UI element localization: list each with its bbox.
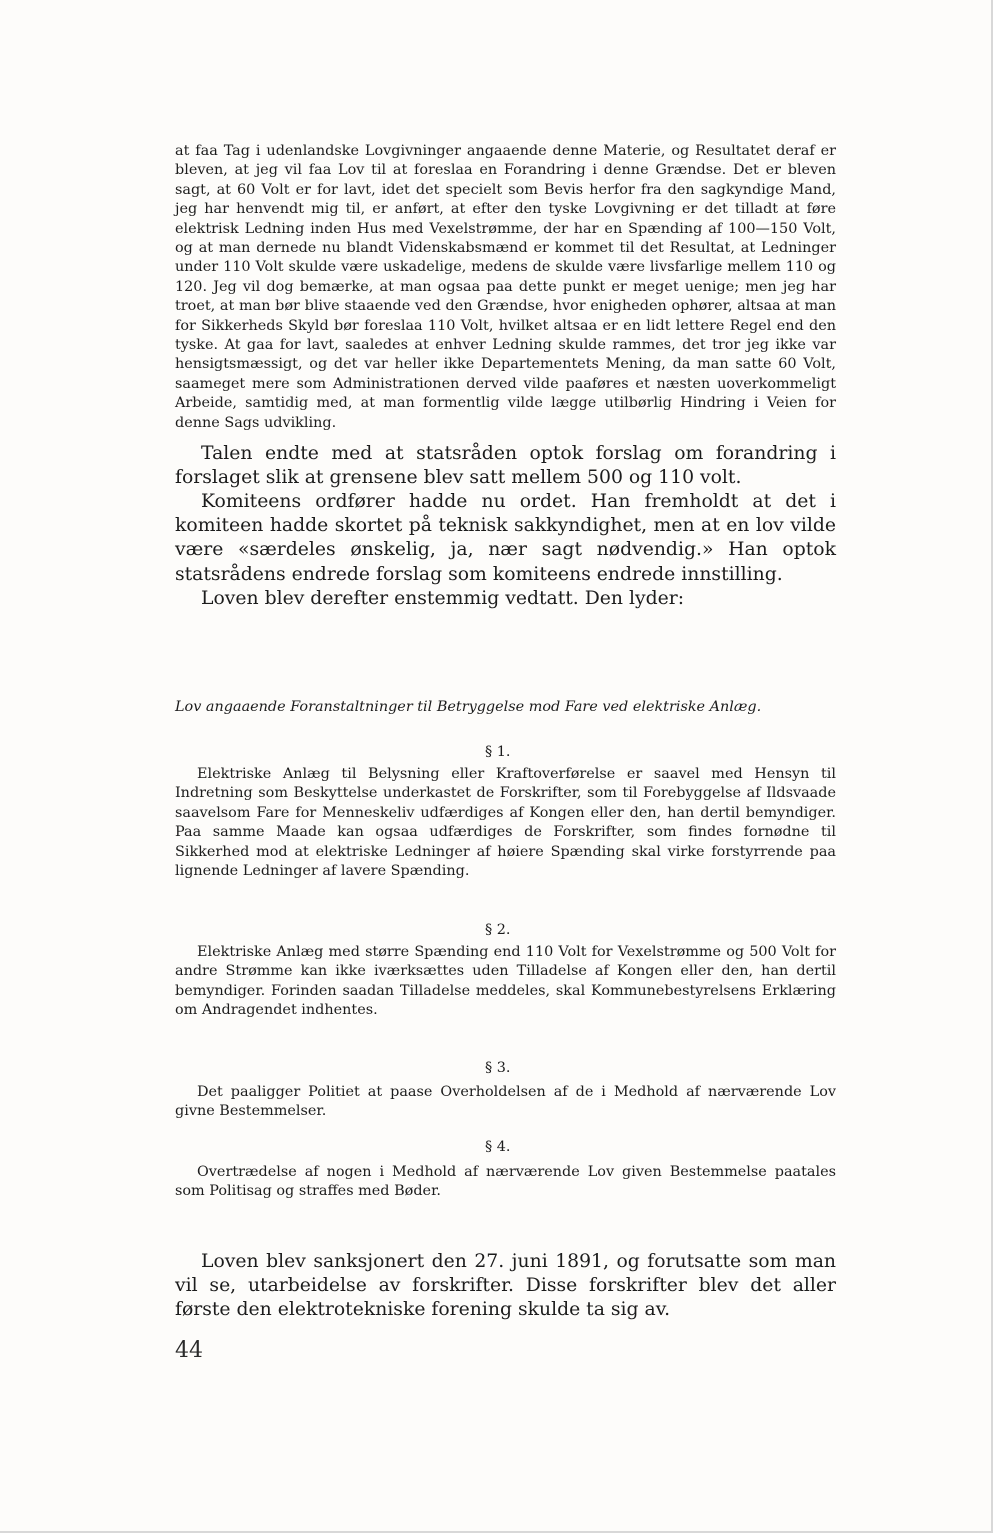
body-paragraph-2: Komiteens ordfører hadde nu ordet. Han fremholdt at det i komiteen hadde skortet på teknisk sakkyndighet, men at en lov vilde være «særdeles ønskelig, ja, nær sagt nødvendig.» Han optok statsrådens endrede forslag som komiteens endrede innstilling. xyxy=(175,491,836,585)
page-number: 44 xyxy=(175,1338,203,1363)
section-mark-3: § 3. xyxy=(485,1060,511,1076)
section-text-1: Elektriske Anlæg til Belysning eller Kraftoverførelse er saavel med Hensyn til Indretning som Beskyttelse underkastet de Forskrifter, som til Forebyggelse af Ildsvaade saavelsom Fare for Menneskeliv udfærdiges af Kongen eller den, han dertil bemyndiger. Paa samme Maade kan ogsaa udfærdiges de Forskrifter, som findes fornødne til Sikkerhed mod at elektriske Ledninger af høiere Spænding skal virke forstyrrende paa lignende Ledninger af lavere Spænding. xyxy=(175,766,836,880)
section-text-4: Overtrædelse af nogen i Medhold af nærværende Lov given Bestemmelse paatales som Politisag og straffes med Bøder. xyxy=(175,1164,836,1200)
quoted-speech-paragraph: at faa Tag i udenlandske Lovgivninger angaaende denne Materie, og Resultatet deraf er bleven, at jeg vil faa Lov til at foreslaa en Forandring i denne Grændse. Det er bleven sagt, at 60 Volt er for lavt, idet det specielt som Bevis herfor fra den sagkyndige Mand, jeg har henvendt mig til, er anført, at efter den tyske Lovgivning er det tilladt at føre elektrisk Ledning inden Hus med Vexelstrømme, der har en Spænding af 100—150 Volt, og at man dernede nu blandt Videnskabsmænd er kommet til det Resultat, at Ledninger under 110 Volt skulde være uskadelige, medens de skulde være livsfarlige mellem 110 og 120. Jeg vil dog bemærke, at man ogsaa paa dette punkt er meget uenige; men jeg har troet, at man bør blive staaende ved den Grændse, hvor enigheden ophører, altsaa at man for Sikkerheds Skyld bør foreslaa 110 Volt, hvilket altsaa er en lidt lettere Regel end den tyske. At gaa for lavt, saaledes at enhver Ledning skulde rammes, det tror jeg ikke var hensigtsmæssigt, og det var heller ikke Departementets Mening, da man satte 60 Volt, saameget mere som Administrationen derved vilde paaføres et næsten uoverkommeligt Arbeide, samtidig med, at man formentlig vilde lægge utilbørlig Hindring i Veien for denne Sags udvikling. xyxy=(175,143,836,431)
section-text-2: Elektriske Anlæg med større Spænding end 110 Volt for Vexelstrømme og 500 Volt for andre Strømme kan ikke iværksættes uden Tilladelse af Kongen eller den, han dertil bemyndiger. Forinden saadan Tilladelse meddeles, skal Kommunebestyrelsens Erklæring om Andragendet indhentes. xyxy=(175,944,836,1019)
section-mark-4: § 4. xyxy=(485,1139,511,1155)
section-mark-2: § 2. xyxy=(485,922,511,938)
page-content xyxy=(175,142,836,611)
body-paragraph-1: Talen endte med at statsråden optok forslag om forandring i forslaget slik at grensene blev satt mellem 500 og 110 volt. xyxy=(175,443,836,489)
body-paragraph-3: Loven blev derefter enstemmig vedtatt. Den lyder: xyxy=(201,587,685,609)
section-mark-1: § 1. xyxy=(485,744,511,760)
section-text-3: Det paaligger Politiet at paase Overholdelsen af de i Medhold af nærværende Lov givne Bestemmelser. xyxy=(175,1084,836,1120)
law-title: Lov angaaende Foranstaltninger til Betryggelse mod Fare ved elektriske Anlæg. xyxy=(175,699,762,715)
closing-paragraph: Loven blev sanksjonert den 27. juni 1891, og forutsatte som man vil se, utarbeidelse av forskrifter. Disse forskrifter blev det aller første den elektrotekniske forening skulde ta sig av. xyxy=(175,1251,836,1321)
